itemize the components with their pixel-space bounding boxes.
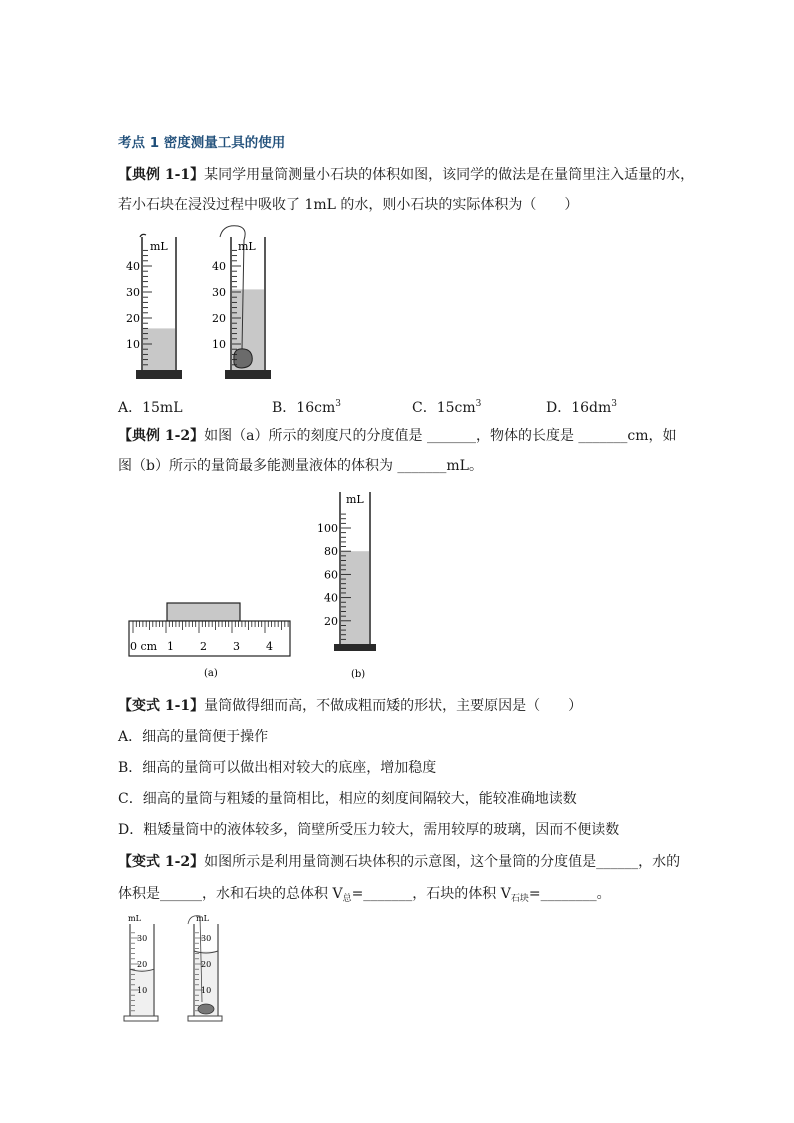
small-stone xyxy=(198,1004,214,1014)
tick-label-b-100: 100 xyxy=(317,522,338,535)
cylinder-2 xyxy=(212,226,271,379)
option-c[interactable] xyxy=(412,397,481,417)
variant-1-1-option-c[interactable]: C．细高的量筒与粗矮的量筒相比，相应的刻度间隔较大，能较准确地读数 xyxy=(118,791,577,807)
example-1-2-line2: 图（b）所示的量筒最多能测量液体的体积为 _______mL。 xyxy=(118,458,483,474)
tick-label-b-20: 20 xyxy=(324,614,338,628)
tick-label-10: 10 xyxy=(212,338,226,351)
option-a-text: A．15mL xyxy=(118,400,183,416)
example-1-2-tag: 【典例 1-2】 xyxy=(118,428,205,444)
tick-label-10: 10 xyxy=(126,338,140,351)
option-d-text: D．16dm xyxy=(546,400,612,416)
tick-label-20: 20 xyxy=(126,312,140,325)
example-1-1-text1: 某同学用量筒测量小石块的体积如图，该同学的做法是在量筒里注入适量的水， xyxy=(204,167,695,183)
cylinder-1 xyxy=(126,234,182,379)
small-tick-label-20: 20 xyxy=(201,960,212,969)
figure-label-a: (a) xyxy=(204,668,218,679)
variant-1-1-option-d[interactable]: D．粗矮量筒中的液体较多，筒壁所受压力较大，需用较厚的玻璃，因而不便读数 xyxy=(118,822,620,838)
section-heading: 考点 1 密度测量工具的使用 xyxy=(118,135,286,151)
variant-1-2-figure xyxy=(118,910,242,1032)
small-tick-label-20: 20 xyxy=(137,960,148,969)
unit-label-2: mL xyxy=(238,240,256,253)
small-tick-label-30: 30 xyxy=(137,934,148,943)
option-d[interactable] xyxy=(546,397,617,417)
variant-1-1-question xyxy=(118,697,582,715)
tick-label-30: 30 xyxy=(126,286,140,299)
variant-1-2-text2a: 体积是______，水和石块的总体积 V xyxy=(118,886,343,902)
small-cylinder-1 xyxy=(124,914,158,1021)
unit-label-b: mL xyxy=(346,493,364,506)
example-1-1-line2: 若小石块在浸没过程中吸收了 1mL 的水，则小石块的实际体积为（ ） xyxy=(118,197,579,213)
tick-label-40: 40 xyxy=(126,260,140,273)
small-tick-label-10: 10 xyxy=(201,986,212,995)
small-unit-2: mL xyxy=(196,914,209,923)
variant-1-1-tag: 【变式 1-1】 xyxy=(118,698,205,714)
variant-1-2-tag: 【变式 1-2】 xyxy=(118,854,205,870)
small-tick-label-10: 10 xyxy=(137,986,148,995)
variant-1-2-text1: 如图所示是利用量筒测石块体积的示意图，这个量筒的分度值是______，水的 xyxy=(204,854,681,870)
cylinder-b-figure xyxy=(314,484,394,682)
small-cylinder-2 xyxy=(188,914,222,1021)
ruler-label-3: 3 xyxy=(233,640,240,653)
option-b-sup: 3 xyxy=(335,399,341,409)
variant-1-1-option-a[interactable]: A．细高的量筒便于操作 xyxy=(118,729,269,745)
option-b-text: B．16cm xyxy=(272,400,336,416)
example-1-1-figure xyxy=(120,222,280,384)
example-1-2-text1: 如图（a）所示的刻度尺的分度值是 _______，物体的长度是 _______cm，如 xyxy=(204,428,677,444)
measured-block xyxy=(167,603,240,621)
small-tick-label-30: 30 xyxy=(201,934,212,943)
tick-label-40: 40 xyxy=(212,260,226,273)
v-total-subscript: 总 xyxy=(342,894,352,904)
tick-label-b-40: 40 xyxy=(324,591,338,605)
option-c-sup: 3 xyxy=(475,399,482,409)
variant-1-2-line1 xyxy=(118,853,680,871)
option-c-text: C．15cm xyxy=(412,400,476,416)
tick-label-b-60: 60 xyxy=(324,568,338,582)
ruler-label-4: 4 xyxy=(266,640,273,653)
ruler-figure xyxy=(126,598,296,680)
v-stone-subscript: 石块 xyxy=(510,894,529,904)
variant-1-2-text2b: =_______，石块的体积 V xyxy=(351,886,511,902)
ruler-label-2: 2 xyxy=(200,640,207,653)
example-1-2-line1 xyxy=(118,427,677,445)
ruler-label-1: 1 xyxy=(167,640,174,653)
ruler-label-0: 0 cm xyxy=(130,640,158,653)
figure-label-b: (b) xyxy=(351,669,366,680)
tick-label-30: 30 xyxy=(212,286,226,299)
variant-1-1-text: 量筒做得细而高，不做成粗而矮的形状，主要原因是（ ） xyxy=(204,698,583,714)
example-1-1-line1 xyxy=(118,166,694,184)
unit-label-1: mL xyxy=(150,240,168,253)
tick-label-20: 20 xyxy=(212,312,226,325)
option-b[interactable] xyxy=(272,397,341,417)
variant-1-2-line2 xyxy=(118,885,611,903)
tick-label-b-80: 80 xyxy=(324,545,338,559)
option-a[interactable] xyxy=(118,397,183,417)
example-1-1-tag: 【典例 1-1】 xyxy=(118,167,205,183)
variant-1-2-text2c: =________。 xyxy=(528,886,611,902)
variant-1-1-option-b[interactable]: B．细高的量筒可以做出相对较大的底座，增加稳度 xyxy=(118,760,437,776)
small-unit-1: mL xyxy=(128,914,141,923)
option-d-sup: 3 xyxy=(611,399,618,409)
